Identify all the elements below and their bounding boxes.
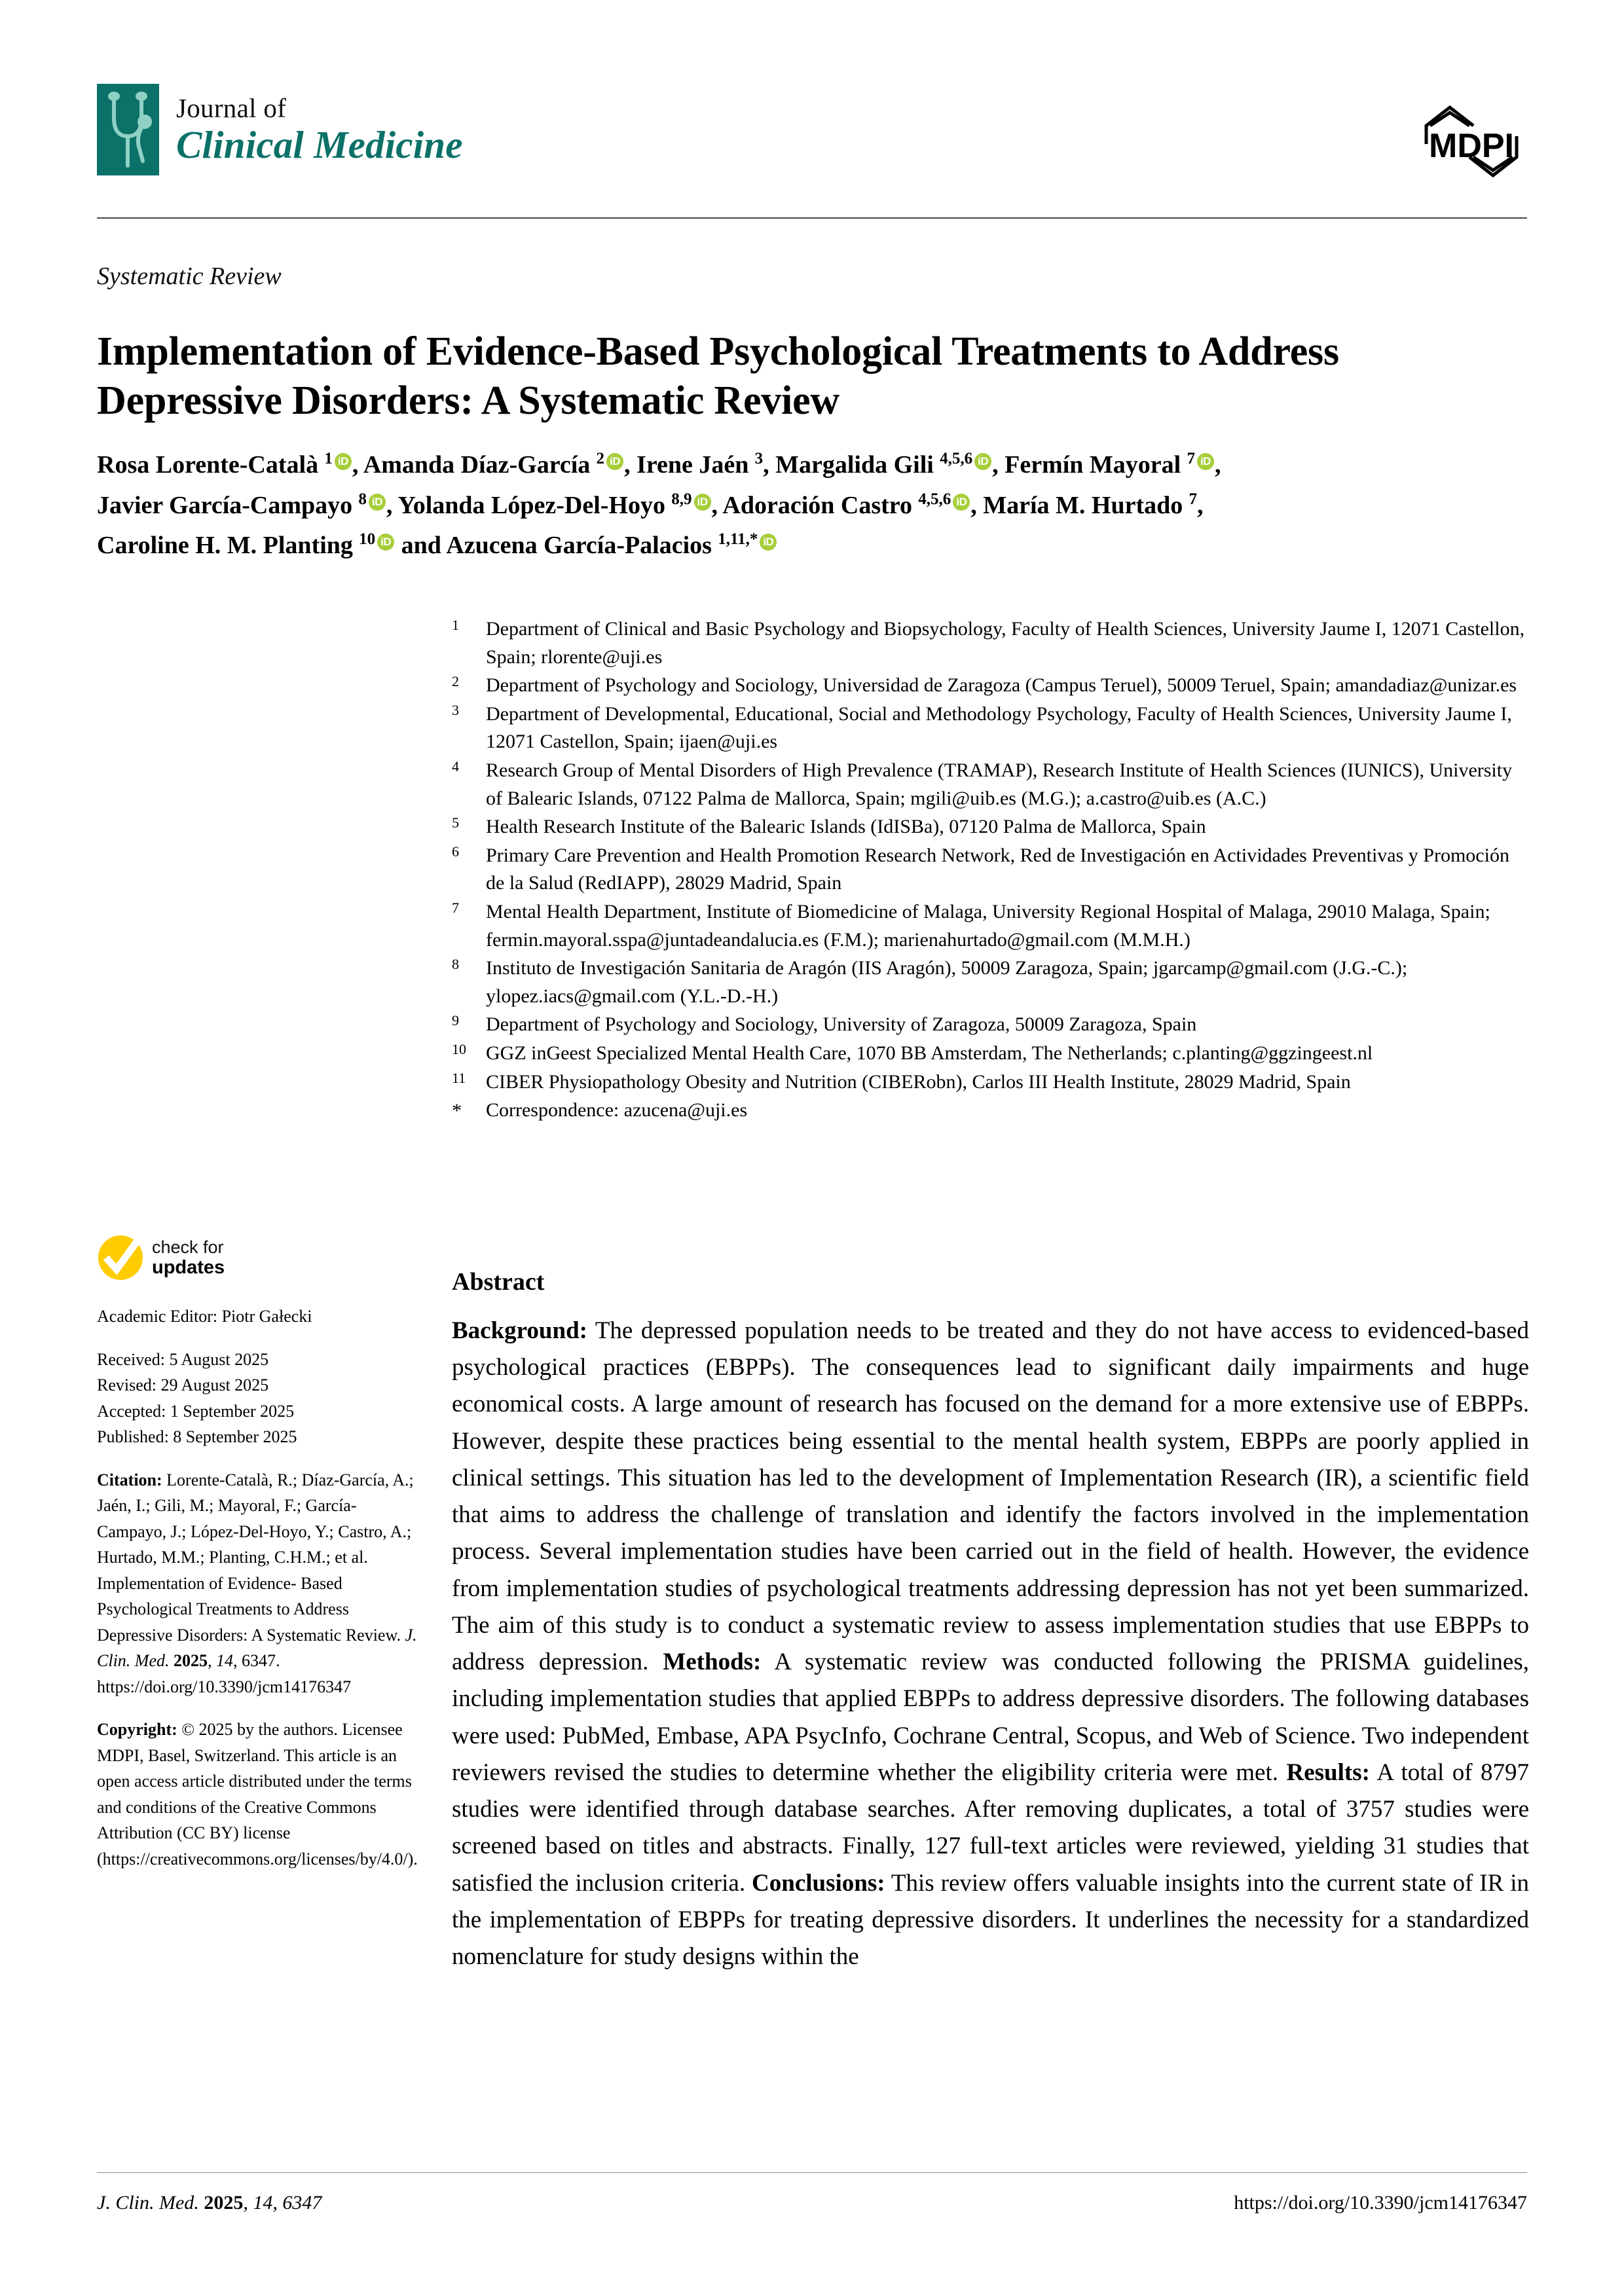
author-name: Adoración Castro	[722, 491, 912, 519]
author-separator: ,	[352, 451, 363, 479]
author-affiliation-marker: 8	[354, 490, 367, 508]
author-line-1	[97, 445, 1531, 486]
affiliation-item	[452, 701, 1529, 756]
copyright-text: © 2025 by the authors. Licensee MDPI, Basel, Switzerland. This article is an open access article distributed under the terms and conditions of the Creative Commons Attribution (CC BY) license (https://creativecommons.org/licenses/by/4.0/).	[97, 1720, 418, 1868]
affiliation-text: Health Research Institute of the Balearic Islands (IdISBa), 07120 Palma de Mallorca, Spain	[486, 816, 1206, 838]
publication-date: Accepted: 1 September 2025	[97, 1401, 295, 1421]
author-separator: ,	[992, 451, 1005, 479]
affiliation-number: *	[452, 1100, 462, 1122]
footer-doi[interactable]: https://doi.org/10.3390/jcm14176347	[1234, 2192, 1527, 2214]
author-separator: ,	[1197, 491, 1204, 519]
author-affiliation-marker: 4,5,6	[935, 450, 973, 468]
journal-name-line2: Clinical Medicine	[176, 123, 463, 166]
citation-page: , 6347.	[233, 1651, 280, 1671]
abstract-section-label: Methods:	[663, 1649, 762, 1676]
affiliation-item	[452, 1068, 1529, 1097]
affiliation-text: Instituto de Investigación Sanitaria de Aragón (IIS Aragón), 50009 Zaragoza, Spain; jgarcamp@gmail.com (J.G.-C.); ylopez.iacs@gmail.com (Y.L.-D.-H.)	[486, 957, 1408, 1007]
publication-dates	[97, 1347, 424, 1450]
affiliation-number: 9	[452, 1012, 459, 1029]
author-affiliation-marker: 10	[354, 530, 376, 549]
affiliation-item	[452, 955, 1529, 1010]
author-affiliation-marker: 4,5,6	[913, 490, 951, 508]
header-divider	[97, 217, 1527, 219]
affiliation-text: Correspondence: azucena@uji.es	[486, 1099, 748, 1121]
affiliation-item	[452, 672, 1529, 700]
author-line-3	[97, 526, 1531, 566]
journal-branding	[97, 84, 463, 175]
sidebar	[97, 1234, 424, 1889]
author-name: Irene Jaén	[637, 451, 749, 479]
publication-date: Published: 8 September 2025	[97, 1427, 297, 1447]
author-list	[97, 445, 1531, 566]
author-name: Yolanda López-Del-Hoyo	[397, 491, 665, 519]
affiliation-number: 11	[452, 1069, 466, 1086]
author-name: Caroline H. M. Planting	[97, 532, 353, 560]
author-line-2	[97, 486, 1531, 526]
author-affiliation-marker: 3	[750, 450, 764, 468]
cfu-line2: updates	[152, 1256, 225, 1278]
copyright-label: Copyright:	[97, 1720, 177, 1740]
footer-year: 2025	[204, 2192, 244, 2214]
affiliation-text: Mental Health Department, Institute of Biomedicine of Malaga, University Regional Hospital of Malaga, 29010 Malaga, Spain; fermin.mayoral.sspa@juntadeandalucia.es (F.M.); marienahurtado@gmail.com (M.M.H.)	[486, 900, 1490, 951]
affiliation-text: Department of Psychology and Sociology, University of Zaragoza, 50009 Zaragoza, Spain	[486, 1013, 1197, 1036]
author-name: Javier García-Campayo	[97, 491, 353, 519]
author-name: Amanda Díaz-García	[363, 451, 591, 479]
affiliation-item	[452, 757, 1529, 812]
author-affiliation-marker: 2	[592, 450, 605, 468]
author-separator: ,	[970, 491, 984, 519]
citation-text: Lorente-Català, R.; Díaz-García, A.; Jaén, I.; Gili, M.; Mayoral, F.; García-Campayo, J.; López-Del-Hoyo, Y.; Castro, A.; Hurtado, M.M.; Planting, C.H.M.; et al. Implementation of Evidence- Based Psychological Treatments to Address Depressive Disorders: A Systematic Review.	[97, 1470, 414, 1645]
abstract-section-label: Background:	[452, 1317, 587, 1344]
affiliation-item	[452, 1040, 1529, 1068]
mdpi-logo	[1416, 97, 1527, 189]
author-affiliation-marker: 1	[320, 450, 333, 468]
abstract-heading: Abstract	[452, 1268, 545, 1296]
author-name: Rosa Lorente-Català	[97, 451, 319, 479]
author-name: María M. Hurtado	[983, 491, 1183, 519]
affiliation-text: Department of Clinical and Basic Psychology and Biopsychology, Faculty of Health Sciences, University Jaume I, 12071 Castellon, Spain; rlorente@uji.es	[486, 618, 1525, 668]
affiliation-number: 1	[452, 617, 459, 633]
affiliation-text: CIBER Physiopathology Obesity and Nutrition (CIBERobn), Carlos III Health Institute, 28029 Madrid, Spain	[486, 1070, 1351, 1093]
affiliation-item	[452, 1011, 1529, 1039]
page-header	[97, 84, 1527, 202]
footer-volume-page: , 14, 6347	[243, 2192, 322, 2214]
author-separator: ,	[763, 451, 776, 479]
affiliation-number: 5	[452, 814, 459, 831]
orcid-icon[interactable]: iD	[369, 494, 386, 511]
journal-name-line1: Journal of	[176, 93, 287, 123]
copyright-block	[97, 1717, 424, 1872]
abstract-section-text: The depressed population needs to be treated and they do not have access to evidenced-based psychological practices (EBPPs). The consequences lead to significant daily impairments and huge economical costs. A large amount of research has focused on the demand for a more extensive use of EBPPs. However, despite these practices being essential to the mental health system, EBPPs are poorly applied in clinical settings. This situation has led to the development of Implementation Research (IR), a scientific field that aims to address the challenge of translation and identify the factors involved in the implementation process. Several implementation studies have been carried out in the field of health. However, the evidence from implementation studies of psychological treatments addressing depression has not yet been summarized. The aim of this study is to conduct a systematic review to assess implementation studies that use EBPPs to address depression.	[452, 1317, 1529, 1676]
affiliation-number: 10	[452, 1040, 466, 1057]
article-type: Systematic Review	[97, 263, 282, 290]
affiliation-text: GGZ inGeest Specialized Mental Health Care, 1070 BB Amsterdam, The Netherlands; c.planting@ggzingeest.nl	[486, 1042, 1373, 1064]
affiliation-item	[452, 842, 1529, 898]
affiliation-item	[452, 615, 1529, 671]
stethoscope-icon	[97, 84, 159, 175]
author-separator: ,	[624, 451, 637, 479]
abstract-section-text: A total of 8797 studies were identified through database searches. After removing duplicates, a total of 3757 studies were screened based on titles and abstracts. Finally, 127 full-text articles were reviewed, yielding 31 studies that satisfied the inclusion criteria.	[452, 1758, 1529, 1897]
orcid-icon[interactable]: iD	[606, 453, 623, 470]
author-affiliation-marker: 7	[1185, 490, 1197, 508]
cfu-line1: check for	[152, 1237, 224, 1257]
author-separator: ,	[1214, 451, 1221, 479]
check-for-updates-label	[152, 1237, 225, 1279]
citation-volume: , 14	[208, 1651, 233, 1671]
footer-citation	[97, 2192, 322, 2214]
abstract-section-label: Results:	[1286, 1758, 1370, 1786]
author-separator: and	[395, 532, 447, 560]
abstract-section-text: A systematic review was conducted following the PRISMA guidelines, including implementation studies that applied EBPPs to address depressive disorders. The following databases were used: PubMed, Embase, APA PsycInfo, Cochrane Central, Scopus, and Web of Science. Two independent reviewers revised the studies to determine whether the eligibility criteria were met.	[452, 1649, 1529, 1786]
page-title: Implementation of Evidence-Based Psychological Treatments to Address Depressive Disorders: A Systematic Review	[97, 329, 1339, 424]
affiliation-item	[452, 813, 1529, 841]
affiliation-item	[452, 898, 1529, 954]
footer-divider	[97, 2172, 1527, 2173]
affiliation-item	[452, 1097, 1529, 1125]
author-affiliation-marker: 8,9	[667, 490, 692, 508]
orcid-icon[interactable]: iD	[760, 534, 777, 551]
citation-year: 2025	[174, 1651, 208, 1671]
affiliation-number: 8	[452, 956, 459, 973]
affiliation-number: 7	[452, 899, 459, 916]
orcid-icon[interactable]: iD	[335, 453, 352, 470]
abstract-section-label: Conclusions:	[752, 1869, 885, 1897]
footer-journal: J. Clin. Med.	[97, 2192, 199, 2214]
orcid-icon[interactable]: iD	[377, 534, 394, 551]
academic-editor: Academic Editor: Piotr Gałecki	[97, 1307, 312, 1326]
abstract-section-text: This review offers valuable insights into the current state of IR in the implementation of EBPPs for treating depressive disorders. It underlines the necessity for a standardized nomenclature for study designs within the	[452, 1869, 1530, 1970]
author-separator: ,	[711, 491, 723, 519]
publication-date: Revised: 29 August 2025	[97, 1376, 269, 1395]
author-affiliation-marker: 1,11,*	[713, 530, 758, 549]
journal-title-block	[176, 95, 463, 164]
author-name: Margalida Gili	[775, 451, 934, 479]
orcid-icon[interactable]: iD	[953, 494, 970, 511]
citation-label: Citation:	[97, 1470, 162, 1489]
citation-doi-link[interactable]: https://doi.org/10.3390/jcm14176347	[97, 1677, 352, 1696]
affiliation-list	[452, 615, 1529, 1125]
affiliation-text: Department of Developmental, Educational, Social and Methodology Psychology, Faculty of Health Sciences, University Jaume I, 12071 Castellon, Spain; ijaen@uji.es	[486, 702, 1512, 753]
publication-date: Received: 5 August 2025	[97, 1349, 269, 1369]
affiliation-number: 4	[452, 757, 459, 774]
affiliation-text: Department of Psychology and Sociology, Universidad de Zaragoza (Campus Teruel), 50009 Teruel, Spain; amandadiaz@unizar.es	[486, 674, 1517, 697]
checkmark-icon	[97, 1234, 144, 1281]
citation-block	[97, 1467, 424, 1700]
affiliation-number: 2	[452, 673, 459, 690]
citation-journal: J. Clin. Med.	[97, 1625, 417, 1671]
check-for-updates-badge[interactable]	[97, 1234, 424, 1281]
affiliation-text: Research Group of Mental Disorders of High Prevalence (TRAMAP), Research Institute of Health Sciences (IUNICS), University of Balearic Islands, 07122 Palma de Mallorca, Spain; mgili@uib.es (M.G.); a.castro@uib.es (A.C.)	[486, 759, 1513, 809]
orcid-icon[interactable]: iD	[694, 494, 711, 511]
affiliation-text: Primary Care Prevention and Health Promotion Research Network, Red de Investigación en Actividades Preventivas y Promoción de la Salud (RedIAPP), 28029 Madrid, Spain	[486, 844, 1509, 894]
author-affiliation-marker: 7	[1183, 450, 1195, 468]
orcid-icon[interactable]: iD	[974, 453, 991, 470]
mdpi-wordmark: MDPI	[1429, 127, 1514, 165]
affiliation-number: 6	[452, 843, 459, 860]
orcid-icon[interactable]: iD	[1197, 453, 1214, 470]
affiliation-number: 3	[452, 701, 459, 718]
author-name: Fermín Mayoral	[1005, 451, 1181, 479]
abstract-body	[452, 1313, 1529, 1975]
author-name: Azucena García-Palacios	[446, 532, 712, 560]
author-separator: ,	[386, 491, 398, 519]
